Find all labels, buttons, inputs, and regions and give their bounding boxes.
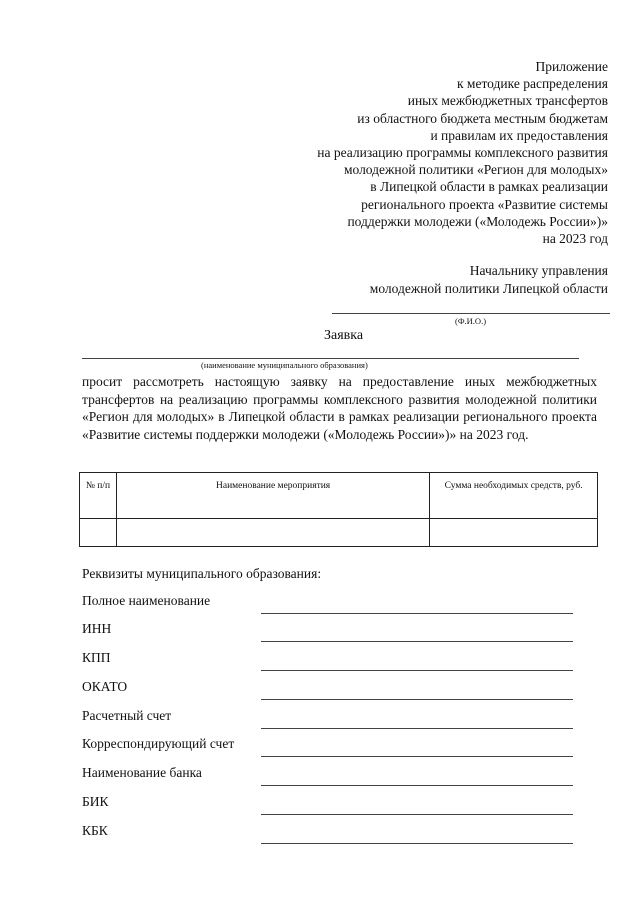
table-header-row [80, 473, 598, 519]
header-number: № п/п [80, 473, 117, 519]
table-cell [116, 519, 429, 547]
addressee-line: молодежной политики Липецкой области [369, 280, 608, 296]
header-event-name: Наименование мероприятия [116, 473, 429, 519]
requisite-field-full-name [261, 613, 573, 614]
requisite-label-bank-name: Наименование банка [82, 765, 202, 780]
appendix-line: и правилам их предоставления [430, 127, 608, 143]
requisite-field-okato [261, 699, 573, 700]
appendix-line: на 2023 год [542, 231, 608, 247]
table-cell [430, 519, 598, 547]
appendix-line: на реализацию программы комплексного развития [317, 145, 608, 161]
request-body-text: просит рассмотреть настоящую заявку на предоставление иных межбюджетных трансфертов на реализацию программы комплексного развития молодежной политики «Регион для молодых» в Липецкой области в рамках реализации регионального проекта «Развитие системы поддержки молодежи («Молодежь России»)» на 2023 год. [82, 374, 597, 442]
requisite-label-kpp: КПП [82, 650, 111, 665]
requisite-label-bik: БИК [82, 794, 109, 809]
requisite-field-kbk [261, 843, 573, 844]
requisite-label-inn: ИНН [82, 621, 112, 636]
requisite-field-corr-account [261, 756, 573, 757]
header-amount: Сумма необходимых средств, руб. [430, 473, 598, 519]
requisites-heading: Реквизиты муниципального образования: [82, 566, 322, 581]
addressee-block [188, 262, 608, 297]
appendix-line: Приложение [535, 59, 608, 74]
appendix-line: из областного бюджета местным бюджетам [357, 110, 608, 126]
requisite-label-kbk: КБК [82, 823, 108, 838]
municipality-label: (наименование муниципального образования) [201, 360, 368, 370]
requisite-field-inn [261, 641, 573, 642]
requisite-label-account: Расчетный счет [82, 708, 172, 723]
table-row [80, 519, 598, 547]
appendix-line: поддержки молодежи («Молодежь России»)» [347, 213, 608, 229]
requisite-field-kpp [261, 670, 573, 671]
requisite-field-bank-name [261, 785, 573, 786]
events-table [79, 472, 598, 547]
appendix-line: иных межбюджетных трансфертов [407, 93, 608, 109]
requisite-label-full-name: Полное наименование [82, 593, 211, 608]
document-title: Заявка [324, 328, 364, 343]
addressee-line: Начальнику управления [469, 263, 608, 278]
requisite-field-account [261, 728, 573, 729]
appendix-line: к методике распределения [456, 76, 608, 92]
appendix-line: в Липецкой области в рамках реализации [370, 179, 608, 195]
requisite-field-bik [261, 814, 573, 815]
appendix-header [188, 58, 608, 247]
fio-underline [332, 313, 610, 314]
appendix-line: молодежной политики «Регион для молодых» [343, 162, 608, 178]
municipality-underline [82, 358, 579, 359]
requisite-label-okato: ОКАТО [82, 679, 128, 694]
table-cell [80, 519, 117, 547]
appendix-line: регионального проекта «Развитие системы [361, 196, 608, 212]
requisite-label-corr-account: Корреспондирующий счет [82, 736, 235, 751]
fio-label: (Ф.И.О.) [455, 316, 487, 326]
